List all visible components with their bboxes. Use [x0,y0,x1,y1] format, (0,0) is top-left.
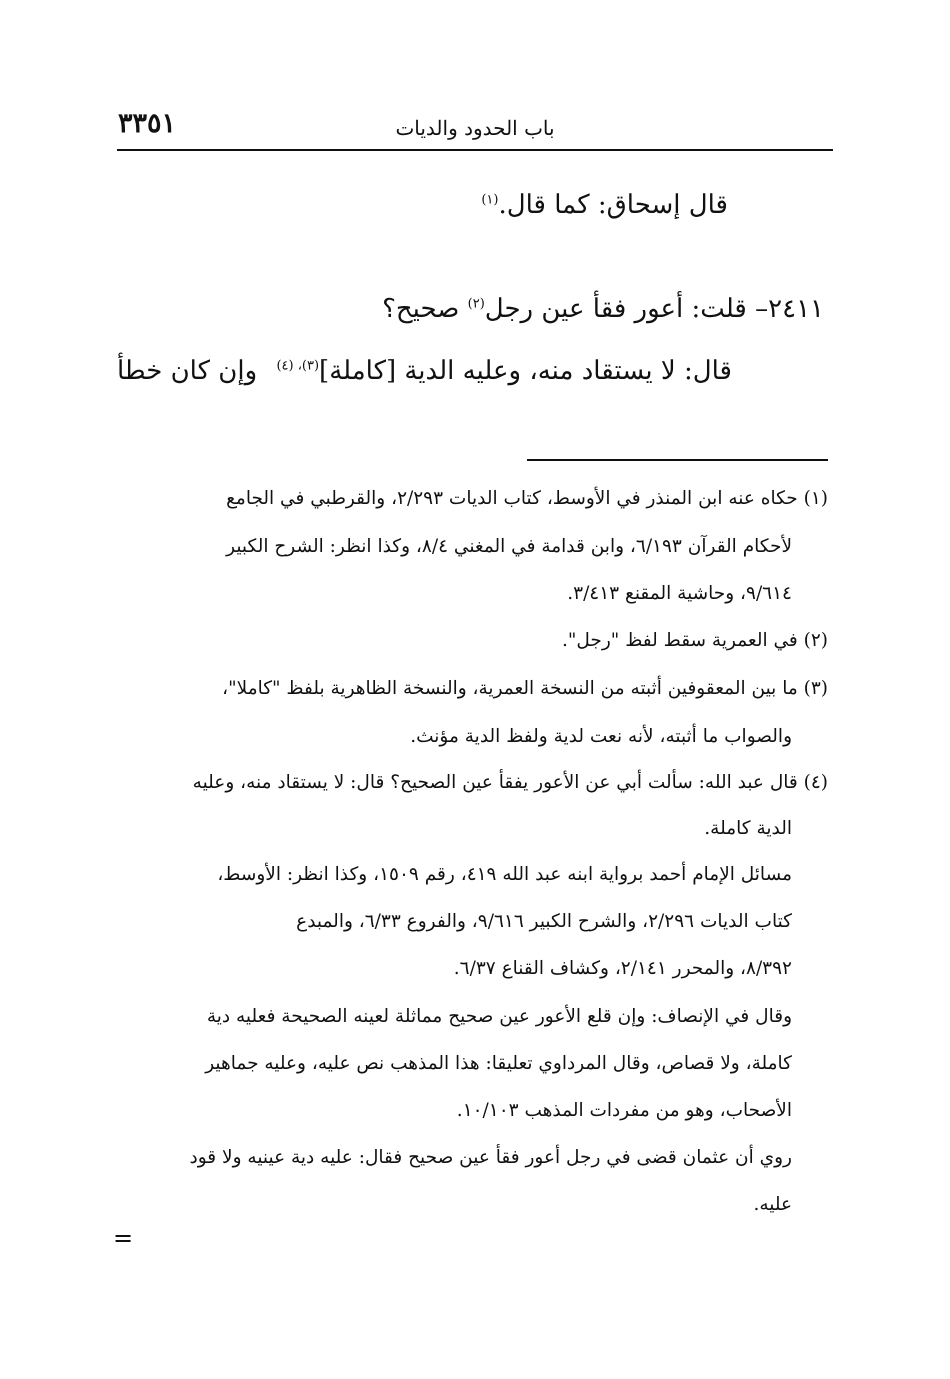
footnote-ref-1: (١) [481,192,499,208]
footnote-3-line-1: (٣) ما بين المعقوفين أثبته من النسخة العمرية، والنسخة الظاهرية بلفظ "كاملا"، [222,678,828,699]
footnote-4-para-2-line-3: ٨/٣٩٢، والمحرر ٢/١٤١، وكشاف القناع ٦/٣٧. [453,958,792,979]
footnote-ref-3-4: (٣)، (٤) [276,358,320,374]
footnote-2-line-1: (٢) في العمرية سقط لفظ "رجل". [562,630,828,651]
body-text: قال إسحاق: كما قال. [498,190,728,220]
footnote-4-para-4-line-2: عليه. [753,1194,792,1215]
body-line-3-end: وإن كان خطأ [117,356,258,386]
footnote-4-para-2-line-1: مسائل الإمام أحمد برواية ابنه عبد الله ٤١٩، رقم ١٥٠٩، وكذا انظر: الأوسط، [217,864,792,885]
footnote-4-line-1: (٤) قال عبد الله: سألت أبي عن الأعور يفقأ عين الصحيح؟ قال: لا يستقاد منه، وعليه [192,772,828,793]
footnote-3-line-2: والصواب ما أثبته، لأنه نعت لدية ولفظ الدية مؤنث. [410,726,792,747]
footnote-4-para-3-line-1: وقال في الإنصاف: وإن قلع الأعور عين صحيح مماثلة لعينه الصحيحة فعليه دية [206,1006,792,1027]
footnote-1-line-2: لأحكام القرآن ٦/١٩٣، وابن قدامة في المغني ٨/٤، وكذا انظر: الشرح الكبير [226,536,792,557]
body-line-2 [382,294,824,324]
body-line-1 [481,190,728,220]
footnote-4-line-2: الدية كاملة. [704,818,792,839]
header-rule [117,149,833,151]
footnote-4-para-2-line-2: كتاب الديات ٢/٢٩٦، والشرح الكبير ٩/٦١٦، والفروع ٦/٣٣، والمبدع [296,911,792,932]
body-text: ٢٤١١– قلت: أعور فقأ عين رجل [484,294,824,324]
footnote-4-para-3-line-2: كاملة، ولا قصاص، وقال المرداوي تعليقا: هذا المذهب نص عليه، وعليه جماهير [205,1053,792,1074]
footnote-1-line-1: (١) حكاه عنه ابن المنذر في الأوسط، كتاب الديات ٢/٢٩٣، والقرطبي في الجامع [226,488,828,509]
continuation-mark: = [113,1224,134,1252]
footnote-ref-2: (٢) [467,296,485,312]
footnote-4-para-3-line-3: الأصحاب، وهو من مفردات المذهب ١٠/١٠٣. [456,1100,792,1121]
body-line-3 [276,356,732,386]
body-text: صحيح؟ [382,294,468,324]
footnote-1-line-3: ٩/٦١٤، وحاشية المقنع ٣/٤١٣. [567,583,792,604]
page-number: ٣٣٥١ [118,108,177,139]
body-text: قال: لا يستقاد منه، وعليه الدية [كاملة] [319,356,732,386]
footnote-separator [527,459,828,461]
running-title: باب الحدود والديات [395,116,555,140]
footnote-4-para-4-line-1: روي أن عثمان قضى في رجل أعور فقأ عين صحيح فقال: عليه دية عينيه ولا قود [189,1147,792,1168]
